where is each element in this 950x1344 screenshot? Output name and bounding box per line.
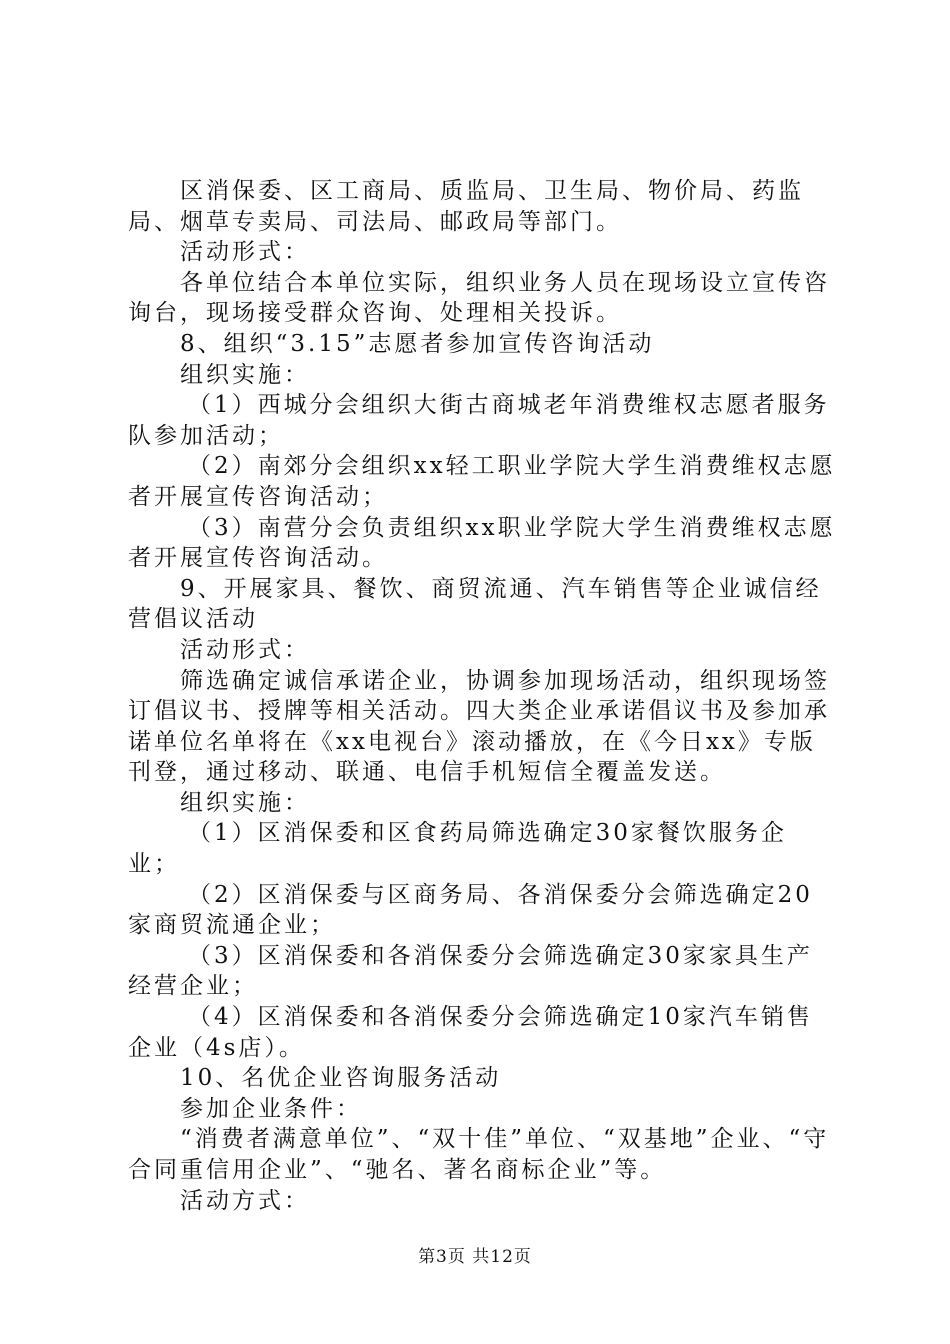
document-body [128,176,836,1216]
list-item-volunteer-1: （1）西城分会组织大街古商城老年消费维权志愿者服务队参加活动； [128,392,830,449]
list-item-volunteer-3: （3）南营分会负责组织xx职业学院大学生消费维权志愿者开展宣传咨询活动。 [128,514,836,572]
paragraph-integrity-pledge: 筛选确定诚信承诺企业，协调参加现场活动，组织现场签订倡议书、授牌等相关活动。四大类企业承诺倡议书及参加承诺单位名单将在《xx电视台》滚动播放，在《今日xx》专版刊登，通过移动、联通、电信手机短信全覆盖发送。 [128,667,830,786]
label-activity-form: 活动形式： [180,239,310,266]
paragraph-departments: 区消保委、区工商局、质监局、卫生局、物价局、药监局、烟草专卖局、司法局、邮政局等部门。 [128,178,804,235]
list-item-enterprise-1: （1）区消保委和区食药局筛选确定30家餐饮服务企业； [128,820,787,878]
list-item-enterprise-3: （3）区消保委和各消保委分会筛选确定30家家具生产经营企业； [128,942,813,1000]
heading-section-10: 10、名优企业咨询服务活动 [180,1065,502,1092]
label-organization-2: 组织实施： [180,789,310,816]
list-item-enterprise-2: （2）区消保委与区商务局、各消保委分会筛选确定20家商贸流通企业； [128,881,813,939]
list-item-enterprise-4: （4）区消保委和各消保委分会筛选确定10家汽车销售企业（4s店）。 [128,1004,813,1061]
list-item-volunteer-2: （2）南郊分会组织xx轻工职业学院大学生消费维权志愿者开展宣传咨询活动； [128,453,836,510]
paragraph-enterprise-titles: “消费者满意单位”、“双十佳”单位、“双基地”企业、“守合同重信用企业”、“驰名、著名商标企业”等。 [128,1126,830,1183]
label-activity-form-2: 活动形式： [180,636,310,663]
label-organization: 组织实施： [180,361,310,388]
label-activity-method: 活动方式： [180,1187,310,1214]
page-number-footer: 第3页 共12页 [418,1247,532,1267]
heading-section-8: 8、组织“3.15”志愿者参加宣传咨询活动 [180,330,655,357]
heading-section-9: 9、开展家具、餐饮、商贸流通、汽车销售等企业诚信经营倡议活动 [128,575,822,633]
paragraph-consultation: 各单位结合本单位实际，组织业务人员在现场设立宣传咨询台，现场接受群众咨询、处理相关投诉。 [128,269,830,327]
label-enterprise-conditions: 参加企业条件： [180,1095,362,1122]
